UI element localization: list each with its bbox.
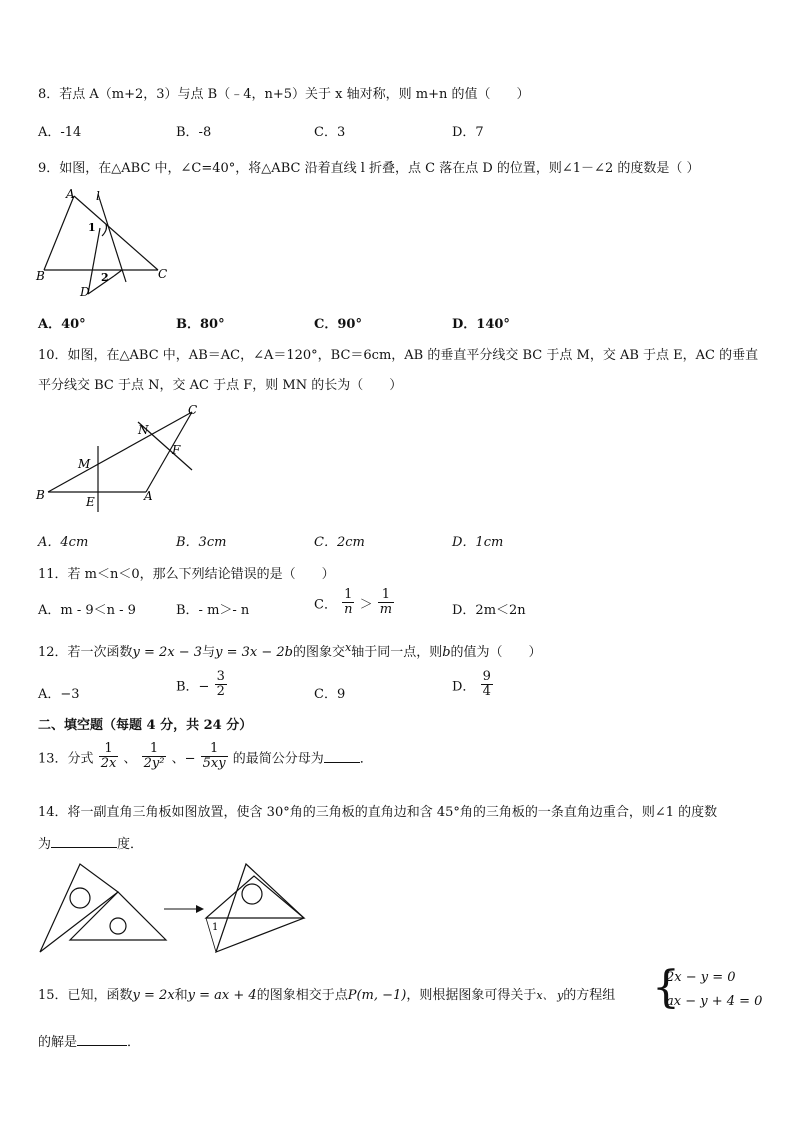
q15-brace: { [652, 962, 680, 1013]
q9-option-c: C．90° [314, 317, 362, 332]
q10-option-b: B．3cm [176, 535, 227, 550]
q10-option-a: A．4cm [38, 535, 89, 550]
q8-option-b: B．-8 [176, 125, 212, 140]
q13-stem: 13．分式 $\frac{1}{2x}$ 、 $\frac{1}{\text{2y²}}$ 、− $\frac{1}{5xy}$ 的最简公分母为 ． [38, 741, 373, 772]
q14-set-squares-figure [34, 856, 310, 960]
q14-label-angle1: 1 [212, 922, 219, 933]
q10-triangle-figure [34, 402, 214, 514]
q8-option-d: D．7 [452, 125, 484, 140]
q10-label-b: B [36, 488, 45, 502]
q11-option-c-prefix: C． [314, 597, 337, 613]
q9-label-a: A [66, 187, 75, 201]
q15-stem: 15．已知，函数y = 2x和y = ax + 4的图象相交于点P(m, −1)，则根据图象可得关于x、 y的方程组 [38, 988, 616, 1003]
q10-stem-line1: 10．如图，在△ABC 中，AB＝AC，∠A＝120°，BC＝6cm，AB 的垂直平分线交 BC 于点 M，交 AB 于点 E，AC 的垂直 [38, 348, 759, 363]
q8-option-a: A．-14 [38, 125, 82, 140]
q11-stem: 11．若 m＜n＜0，那么下列结论错误的是（ ） [38, 567, 335, 582]
q15-answer-blank[interactable] [77, 1033, 127, 1046]
q12-function1: y = 2x − 3 [132, 645, 203, 660]
section-2-title: 二、填空题（每题 4 分，共 24 分） [38, 718, 253, 733]
q11-option-c-frac2: $\frac{1}{m}$ [379, 587, 393, 618]
q12-option-a: A．−3 [38, 687, 80, 702]
q15-function1: y = 2x [132, 988, 175, 1003]
q9-stem: 9．如图，在△ABC 中，∠C=40°，将△ABC 沿着直线 l 折叠，点 C 落在点 D 的位置，则∠1－∠2 的度数是（ ） [38, 161, 700, 176]
q12-option-b: B．− $\frac{3}{2}$ [176, 669, 225, 700]
q10-stem-line2: 平分线交 BC 于点 N，交 AC 于点 F，则 MN 的长为（ ） [38, 378, 403, 393]
q10-option-c: C．2cm [314, 535, 365, 550]
q15-equation1: 2x − y = 0 [666, 970, 736, 985]
q15-function2: y = ax + 4 [187, 988, 257, 1003]
q9-option-d: D．140° [452, 317, 510, 332]
q11-option-c-frac1: $\frac{1}{n}$ [344, 587, 353, 618]
q11-option-d: D．2m＜2n [452, 603, 526, 618]
q14-answer-blank[interactable] [51, 835, 117, 848]
q14-stem-line2: 为 度． [38, 837, 144, 852]
q9-option-b: B．80° [176, 317, 225, 332]
q9-label-l: l [96, 189, 100, 203]
q12-stem: 12．若一次函数y = 2x − 3与y = 3x − 2b的图象交$^x$轴于同一点，则b的值为（ ） [38, 641, 542, 660]
q10-label-m: M [78, 457, 91, 471]
q8-option-c: C．3 [314, 125, 346, 140]
q10-label-c: C [188, 403, 198, 417]
q14-arrow-icon [164, 905, 204, 913]
q10-label-a: A [144, 489, 153, 503]
q12-option-d: D． $\frac{9}{4}$ [452, 669, 491, 700]
q9-label-d: D [80, 285, 90, 299]
q9-label-b: B [36, 269, 45, 283]
q10-label-e: E [86, 495, 95, 509]
q8-stem: 8．若点 A（m+2，3）与点 B（﹣4，n+5）关于 x 轴对称，则 m+n 的值（ ） [38, 87, 530, 102]
q9-label-angle2: 2 [101, 271, 109, 284]
q11-option-c: C． $\frac{1}{n}$ ＞ $\frac{1}{m}$ [314, 587, 393, 618]
q11-option-b: B．- m＞- n [176, 603, 250, 618]
q10-label-f: F [172, 443, 181, 457]
q12-function2: y = 3x − 2b [215, 645, 293, 660]
q9-label-angle1: 1 [88, 221, 96, 234]
q15-answer-line: 的解是 ． [38, 1035, 141, 1050]
q11-option-a: A．m - 9＜n - 9 [38, 603, 136, 618]
q15-equation2: ax − y + 4 = 0 [666, 994, 763, 1009]
q9-triangle-figure [34, 184, 174, 300]
q12-option-c: C．9 [314, 687, 346, 702]
q13-answer-blank[interactable] [324, 750, 360, 763]
q10-option-d: D．1cm [452, 535, 504, 550]
q9-option-a: A．40° [38, 317, 86, 332]
q14-stem-line1: 14．将一副直角三角板如图放置，使含 30°角的三角板的直角边和含 45°角的三角板的一条直角边重合，则∠1 的度数 [38, 805, 718, 820]
q9-label-c: C [158, 267, 168, 281]
q15-point: P(m, −1) [347, 988, 407, 1003]
q10-label-n: N [138, 423, 149, 437]
